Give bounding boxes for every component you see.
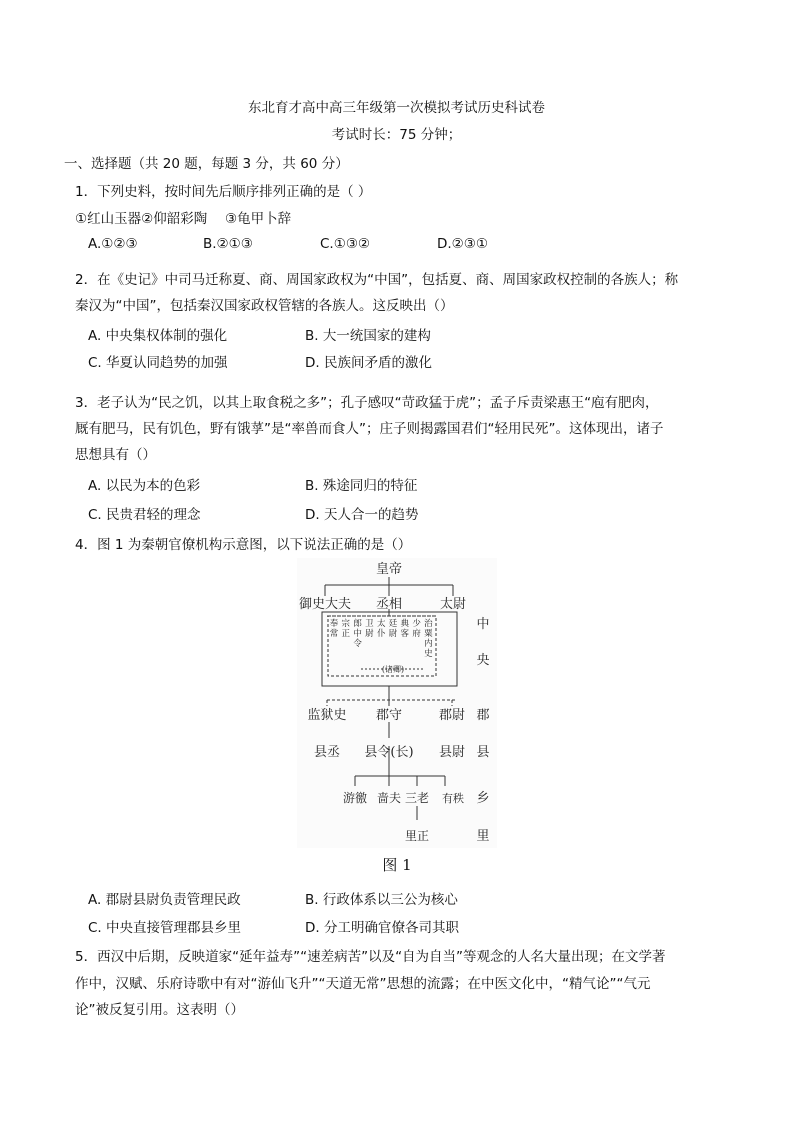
level-central-2: 央 <box>476 653 490 668</box>
q1-option-d[interactable]: D.②③① <box>437 236 488 252</box>
q3-option-c[interactable]: C. 民贵君轻的理念 <box>88 507 201 523</box>
q4-option-c[interactable]: C. 中央直接管理郡县乡里 <box>88 920 242 936</box>
minister-7: 典客 <box>400 619 410 639</box>
q2-option-d[interactable]: D. 民族间矛盾的激化 <box>305 355 432 371</box>
township-sanlao: 三老 <box>404 791 430 805</box>
question-1-sources: ①红山玉器②仰韶彩陶 ③龟甲卜辞 <box>75 211 292 227</box>
county-commandant: 县尉 <box>438 745 466 760</box>
question-2-stem-line1: 2．在《史记》中司马迁称夏、商、周国家政权为“中国”，包括夏、商、周国家政权控制的各族人；称 <box>75 272 679 288</box>
q2-option-a[interactable]: A. 中央集权体制的强化 <box>88 328 228 344</box>
question-5-stem-line2: 作中，汉赋、乐府诗歌中有对“游仙飞升”“天道无常”思想的流露；在中医文化中，“精气论”“气元 <box>75 976 651 992</box>
q1-option-a[interactable]: A.①②③ <box>88 236 138 252</box>
question-3-stem-line2: 厩有肥马，民有饥色，野有饿莩”是“率兽而食人”；庄子则揭露国君们“轻用民死”。这体现出，诸子 <box>75 421 664 437</box>
commandery-governor: 郡守 <box>375 708 403 723</box>
level-commandery: 郡 <box>476 708 490 723</box>
lord-chancellor: 丞相 <box>375 597 403 612</box>
township-sefu: 啬夫 <box>376 791 402 805</box>
level-township: 乡 <box>476 791 490 806</box>
county-magistrate: 县令(长) <box>364 745 414 760</box>
question-5-stem-line1: 5．西汉中后期，反映道家“延年益寿”“速差病苦”以及“自为自当”等观念的人名大量出现；在文学著 <box>75 949 666 965</box>
q3-option-b[interactable]: B. 殊途同归的特征 <box>305 478 418 494</box>
commandery-inspector: 监狱史 <box>307 708 347 723</box>
level-county: 县 <box>476 745 490 760</box>
minister-6: 廷尉 <box>388 619 398 639</box>
section-heading: 一、选择题（共 20 题，每题 3 分，共 60 分） <box>64 156 349 172</box>
q3-option-a[interactable]: A. 以民为本的色彩 <box>88 478 201 494</box>
township-youzhi: 有秩 <box>442 792 464 805</box>
minister-9: 治粟内史 <box>424 619 433 659</box>
level-village: 里 <box>476 829 490 844</box>
township-patrol: 游徼 <box>342 791 368 805</box>
village-head: 里正 <box>404 829 430 843</box>
minister-8: 少府 <box>412 619 421 639</box>
level-central-1: 中 <box>476 617 490 632</box>
question-3-stem-line1: 3．老子认为“民之饥，以其上取食税之多”；孔子感叹“苛政猛于虎”；孟子斥责梁惠王“庖有肥肉， <box>75 395 659 411</box>
figure-caption: 图 1 <box>382 856 412 874</box>
q4-option-a[interactable]: A. 郡尉县尉负责管理民政 <box>88 892 241 908</box>
q1-option-c[interactable]: C.①③② <box>320 236 371 252</box>
q1-option-b[interactable]: B.②①③ <box>203 236 253 252</box>
question-4-stem: 4．图 1 为秦朝官僚机构示意图，以下说法正确的是（） <box>75 537 412 553</box>
minister-4: 卫尉 <box>365 619 374 639</box>
exam-duration: 考试时长：75 分钟； <box>331 127 462 143</box>
exam-title: 东北育才高中高三年级第一次模拟考试历史科试卷 <box>248 100 545 116</box>
q4-option-b[interactable]: B. 行政体系以三公为核心 <box>305 892 458 908</box>
question-2-stem-line2: 秦汉为“中国”，包括秦汉国家政权管辖的各族人。这反映出（） <box>75 298 454 314</box>
minister-5: 太仆 <box>376 619 386 639</box>
commandery-commandant: 郡尉 <box>438 708 466 723</box>
question-5-stem-line3: 论”被反复引用。这表明（） <box>75 1002 244 1018</box>
qin-bureaucracy-diagram <box>297 558 497 848</box>
q2-option-c[interactable]: C. 华夏认同趋势的加强 <box>88 355 228 371</box>
minister-2: 宗正 <box>341 619 351 639</box>
question-1-stem: 1．下列史料，按时间先后顺序排列正确的是（ ） <box>75 184 372 200</box>
q2-option-b[interactable]: B. 大一统国家的建构 <box>305 328 431 344</box>
question-3-stem-line3: 思想具有（） <box>75 447 156 463</box>
ministers-label: (诸卿) <box>381 665 405 674</box>
emperor-node: 皇帝 <box>375 562 403 577</box>
q4-option-d[interactable]: D. 分工明确官僚各司其职 <box>305 920 459 936</box>
minister-3: 郎中令 <box>353 619 362 649</box>
lord-censor: 御史大夫 <box>298 597 352 612</box>
lord-commandant: 太尉 <box>439 597 467 612</box>
q3-option-d[interactable]: D. 天人合一的趋势 <box>305 507 419 523</box>
county-assistant: 县丞 <box>313 745 341 760</box>
minister-1: 奉常 <box>329 619 339 639</box>
